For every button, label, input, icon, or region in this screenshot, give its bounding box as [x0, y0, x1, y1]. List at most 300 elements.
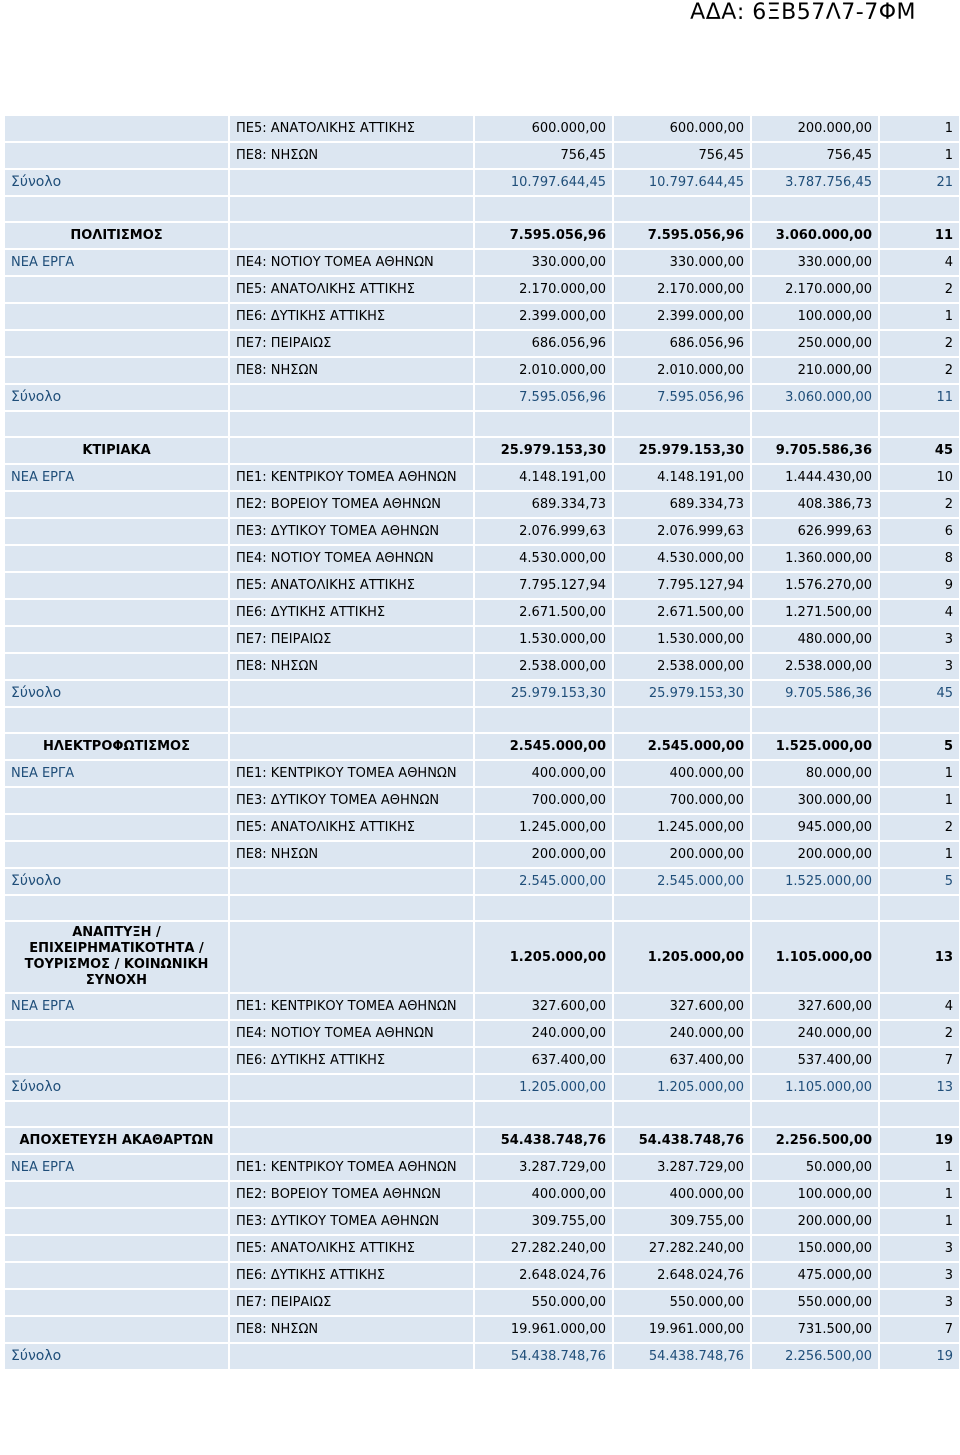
region [229, 921, 474, 993]
amount-allocated: 480.000,00 [751, 626, 879, 653]
table-row [4, 357, 960, 384]
project-count: 9 [879, 572, 960, 599]
total-label: Σύνολο [4, 868, 229, 895]
amount-allocated: 300.000,00 [751, 787, 879, 814]
region: ΠΕ8: ΝΗΣΩΝ [229, 841, 474, 868]
work-type [4, 599, 229, 626]
spacer-cell [879, 1101, 960, 1127]
spacer-cell [4, 196, 229, 222]
region: ΠΕ7: ΠΕΙΡΑΙΩΣ [229, 1289, 474, 1316]
work-type [4, 653, 229, 680]
region: ΠΕ4: ΝΟΤΙΟΥ ΤΟΜΕΑ ΑΘΗΝΩΝ [229, 545, 474, 572]
region: ΠΕ6: ΔΥΤΙΚΗΣ ΑΤΤΙΚΗΣ [229, 303, 474, 330]
amount-approved: 2.545.000,00 [613, 733, 751, 760]
region [229, 733, 474, 760]
work-type [4, 1262, 229, 1289]
spacer-cell [751, 707, 879, 733]
project-count: 45 [879, 437, 960, 464]
table-row [4, 464, 960, 491]
amount-budget: 1.245.000,00 [474, 814, 613, 841]
amount-budget: 2.399.000,00 [474, 303, 613, 330]
spacer-row [4, 1101, 960, 1127]
category-row [4, 222, 960, 249]
amount-approved: 4.530.000,00 [613, 545, 751, 572]
region: ΠΕ1: ΚΕΝΤΡΙΚΟΥ ΤΟΜΕΑ ΑΘΗΝΩΝ [229, 1154, 474, 1181]
amount-budget: 686.056,96 [474, 330, 613, 357]
region: ΠΕ2: ΒΟΡΕΙΟΥ ΤΟΜΕΑ ΑΘΗΝΩΝ [229, 1181, 474, 1208]
work-type [4, 1181, 229, 1208]
spacer-cell [229, 1101, 474, 1127]
amount-allocated: 80.000,00 [751, 760, 879, 787]
category-row [4, 1127, 960, 1154]
amount-allocated: 1.525.000,00 [751, 733, 879, 760]
total-row [4, 680, 960, 707]
amount-budget: 200.000,00 [474, 841, 613, 868]
region: ΠΕ8: ΝΗΣΩΝ [229, 357, 474, 384]
region [229, 868, 474, 895]
spacer-cell [4, 895, 229, 921]
project-count: 8 [879, 545, 960, 572]
spacer-cell [4, 707, 229, 733]
project-count: 1 [879, 787, 960, 814]
region [229, 222, 474, 249]
table-row [4, 1208, 960, 1235]
table-row [4, 1020, 960, 1047]
spacer-row [4, 707, 960, 733]
amount-allocated: 550.000,00 [751, 1289, 879, 1316]
project-count: 13 [879, 1074, 960, 1101]
table-row [4, 249, 960, 276]
amount-budget: 700.000,00 [474, 787, 613, 814]
spacer-cell [229, 707, 474, 733]
table-row [4, 572, 960, 599]
total-row [4, 384, 960, 411]
region: ΠΕ8: ΝΗΣΩΝ [229, 1316, 474, 1343]
amount-approved: 1.205.000,00 [613, 1074, 751, 1101]
category-row [4, 921, 960, 993]
table-row [4, 115, 960, 142]
amount-budget: 54.438.748,76 [474, 1343, 613, 1370]
spacer-cell [751, 196, 879, 222]
region: ΠΕ1: ΚΕΝΤΡΙΚΟΥ ΤΟΜΕΑ ΑΘΗΝΩΝ [229, 760, 474, 787]
amount-approved: 550.000,00 [613, 1289, 751, 1316]
table-row [4, 1154, 960, 1181]
amount-allocated: 150.000,00 [751, 1235, 879, 1262]
work-type [4, 518, 229, 545]
project-count: 2 [879, 1020, 960, 1047]
amount-allocated: 200.000,00 [751, 1208, 879, 1235]
region: ΠΕ3: ΔΥΤΙΚΟΥ ΤΟΜΕΑ ΑΘΗΝΩΝ [229, 518, 474, 545]
total-row [4, 1343, 960, 1370]
table-row [4, 841, 960, 868]
project-count: 1 [879, 1208, 960, 1235]
amount-approved: 327.600,00 [613, 993, 751, 1020]
amount-allocated: 50.000,00 [751, 1154, 879, 1181]
amount-budget: 637.400,00 [474, 1047, 613, 1074]
total-label: Σύνολο [4, 680, 229, 707]
amount-approved: 2.399.000,00 [613, 303, 751, 330]
amount-allocated: 3.060.000,00 [751, 384, 879, 411]
project-count: 7 [879, 1316, 960, 1343]
region: ΠΕ5: ΑΝΑΤΟΛΙΚΗΣ ΑΤΤΙΚΗΣ [229, 814, 474, 841]
work-type [4, 787, 229, 814]
budget-table [3, 114, 960, 1371]
spacer-cell [751, 895, 879, 921]
work-type [4, 491, 229, 518]
spacer-row [4, 411, 960, 437]
spacer-cell [229, 411, 474, 437]
spacer-cell [474, 895, 613, 921]
amount-budget: 2.076.999,63 [474, 518, 613, 545]
work-type [4, 1020, 229, 1047]
category-row [4, 733, 960, 760]
spacer-cell [4, 411, 229, 437]
spacer-cell [613, 707, 751, 733]
work-type [4, 303, 229, 330]
region [229, 384, 474, 411]
spacer-cell [474, 411, 613, 437]
spacer-cell [879, 895, 960, 921]
amount-allocated: 1.271.500,00 [751, 599, 879, 626]
project-count: 1 [879, 303, 960, 330]
spacer-row [4, 895, 960, 921]
amount-allocated: 200.000,00 [751, 115, 879, 142]
amount-allocated: 2.538.000,00 [751, 653, 879, 680]
project-count: 1 [879, 1154, 960, 1181]
amount-allocated: 327.600,00 [751, 993, 879, 1020]
amount-allocated: 100.000,00 [751, 1181, 879, 1208]
amount-approved: 400.000,00 [613, 1181, 751, 1208]
amount-allocated: 2.170.000,00 [751, 276, 879, 303]
amount-allocated: 1.525.000,00 [751, 868, 879, 895]
amount-budget: 400.000,00 [474, 760, 613, 787]
work-type [4, 841, 229, 868]
project-count: 1 [879, 115, 960, 142]
region: ΠΕ5: ΑΝΑΤΟΛΙΚΗΣ ΑΤΤΙΚΗΣ [229, 572, 474, 599]
project-count: 13 [879, 921, 960, 993]
work-type: ΝΕΑ ΕΡΓΑ [4, 464, 229, 491]
project-count: 1 [879, 142, 960, 169]
work-type [4, 1316, 229, 1343]
amount-budget: 4.148.191,00 [474, 464, 613, 491]
region: ΠΕ3: ΔΥΤΙΚΟΥ ΤΟΜΕΑ ΑΘΗΝΩΝ [229, 1208, 474, 1235]
work-type [4, 330, 229, 357]
table-row [4, 760, 960, 787]
amount-allocated: 3.060.000,00 [751, 222, 879, 249]
total-label: Σύνολο [4, 1074, 229, 1101]
region: ΠΕ4: ΝΟΤΙΟΥ ΤΟΜΕΑ ΑΘΗΝΩΝ [229, 1020, 474, 1047]
project-count: 21 [879, 169, 960, 196]
work-type: ΝΕΑ ΕΡΓΑ [4, 760, 229, 787]
work-type: ΝΕΑ ΕΡΓΑ [4, 249, 229, 276]
amount-approved: 2.076.999,63 [613, 518, 751, 545]
project-count: 6 [879, 518, 960, 545]
table-row [4, 1235, 960, 1262]
amount-allocated: 3.787.756,45 [751, 169, 879, 196]
amount-budget: 2.648.024,76 [474, 1262, 613, 1289]
amount-approved: 2.671.500,00 [613, 599, 751, 626]
region [229, 437, 474, 464]
amount-allocated: 756,45 [751, 142, 879, 169]
amount-budget: 2.538.000,00 [474, 653, 613, 680]
work-type [4, 357, 229, 384]
project-count: 10 [879, 464, 960, 491]
region: ΠΕ6: ΔΥΤΙΚΗΣ ΑΤΤΙΚΗΣ [229, 599, 474, 626]
project-count: 11 [879, 222, 960, 249]
amount-approved: 637.400,00 [613, 1047, 751, 1074]
amount-approved: 2.648.024,76 [613, 1262, 751, 1289]
spacer-cell [879, 707, 960, 733]
amount-approved: 1.205.000,00 [613, 921, 751, 993]
region: ΠΕ7: ΠΕΙΡΑΙΩΣ [229, 330, 474, 357]
region: ΠΕ1: ΚΕΝΤΡΙΚΟΥ ΤΟΜΕΑ ΑΘΗΝΩΝ [229, 464, 474, 491]
amount-budget: 4.530.000,00 [474, 545, 613, 572]
amount-budget: 400.000,00 [474, 1181, 613, 1208]
project-count: 2 [879, 330, 960, 357]
amount-approved: 25.979.153,30 [613, 437, 751, 464]
project-count: 11 [879, 384, 960, 411]
spacer-cell [613, 196, 751, 222]
amount-approved: 54.438.748,76 [613, 1343, 751, 1370]
region: ΠΕ6: ΔΥΤΙΚΗΣ ΑΤΤΙΚΗΣ [229, 1047, 474, 1074]
spacer-row [4, 196, 960, 222]
spacer-cell [613, 895, 751, 921]
category-name: ΑΠΟΧΕΤΕΥΣΗ ΑΚΑΘΑΡΤΩΝ [4, 1127, 229, 1154]
spacer-cell [474, 1101, 613, 1127]
amount-budget: 1.205.000,00 [474, 921, 613, 993]
amount-allocated: 1.105.000,00 [751, 921, 879, 993]
project-count: 45 [879, 680, 960, 707]
amount-approved: 2.545.000,00 [613, 868, 751, 895]
table-row [4, 1316, 960, 1343]
amount-budget: 689.334,73 [474, 491, 613, 518]
region: ΠΕ5: ΑΝΑΤΟΛΙΚΗΣ ΑΤΤΙΚΗΣ [229, 1235, 474, 1262]
project-count: 1 [879, 841, 960, 868]
amount-allocated: 1.360.000,00 [751, 545, 879, 572]
amount-approved: 240.000,00 [613, 1020, 751, 1047]
table-row [4, 330, 960, 357]
total-row [4, 868, 960, 895]
spacer-cell [879, 411, 960, 437]
work-type [4, 814, 229, 841]
amount-allocated: 210.000,00 [751, 357, 879, 384]
work-type [4, 626, 229, 653]
amount-approved: 1.245.000,00 [613, 814, 751, 841]
region: ΠΕ8: ΝΗΣΩΝ [229, 653, 474, 680]
project-count: 2 [879, 276, 960, 303]
spacer-cell [474, 196, 613, 222]
amount-allocated: 2.256.500,00 [751, 1343, 879, 1370]
spacer-cell [751, 1101, 879, 1127]
work-type [4, 276, 229, 303]
work-type: ΝΕΑ ΕΡΓΑ [4, 1154, 229, 1181]
spacer-cell [751, 411, 879, 437]
region: ΠΕ6: ΔΥΤΙΚΗΣ ΑΤΤΙΚΗΣ [229, 1262, 474, 1289]
region: ΠΕ3: ΔΥΤΙΚΟΥ ΤΟΜΕΑ ΑΘΗΝΩΝ [229, 787, 474, 814]
amount-approved: 54.438.748,76 [613, 1127, 751, 1154]
region: ΠΕ7: ΠΕΙΡΑΙΩΣ [229, 626, 474, 653]
amount-approved: 25.979.153,30 [613, 680, 751, 707]
region: ΠΕ5: ΑΝΑΤΟΛΙΚΗΣ ΑΤΤΙΚΗΣ [229, 115, 474, 142]
spacer-cell [229, 196, 474, 222]
amount-budget: 2.545.000,00 [474, 733, 613, 760]
amount-budget: 2.545.000,00 [474, 868, 613, 895]
amount-approved: 686.056,96 [613, 330, 751, 357]
amount-budget: 1.530.000,00 [474, 626, 613, 653]
work-type [4, 115, 229, 142]
amount-allocated: 9.705.586,36 [751, 680, 879, 707]
amount-budget: 600.000,00 [474, 115, 613, 142]
amount-approved: 7.795.127,94 [613, 572, 751, 599]
region: ΠΕ2: ΒΟΡΕΙΟΥ ΤΟΜΕΑ ΑΘΗΝΩΝ [229, 491, 474, 518]
amount-allocated: 240.000,00 [751, 1020, 879, 1047]
project-count: 1 [879, 1181, 960, 1208]
amount-budget: 10.797.644,45 [474, 169, 613, 196]
total-row [4, 169, 960, 196]
category-name: ΠΟΛΙΤΙΣΜΟΣ [4, 222, 229, 249]
table-row [4, 303, 960, 330]
project-count: 7 [879, 1047, 960, 1074]
table-row [4, 814, 960, 841]
ada-code: ΑΔΑ: 6ΞΒ57Λ7-7ΦΜ [690, 0, 916, 25]
amount-approved: 4.148.191,00 [613, 464, 751, 491]
amount-approved: 2.170.000,00 [613, 276, 751, 303]
amount-approved: 1.530.000,00 [613, 626, 751, 653]
amount-budget: 54.438.748,76 [474, 1127, 613, 1154]
project-count: 4 [879, 249, 960, 276]
amount-approved: 19.961.000,00 [613, 1316, 751, 1343]
work-type: ΝΕΑ ΕΡΓΑ [4, 993, 229, 1020]
amount-allocated: 475.000,00 [751, 1262, 879, 1289]
table-row [4, 1262, 960, 1289]
total-row [4, 1074, 960, 1101]
amount-budget: 309.755,00 [474, 1208, 613, 1235]
amount-allocated: 537.400,00 [751, 1047, 879, 1074]
project-count: 1 [879, 760, 960, 787]
amount-budget: 19.961.000,00 [474, 1316, 613, 1343]
region [229, 1343, 474, 1370]
project-count: 3 [879, 626, 960, 653]
amount-budget: 2.671.500,00 [474, 599, 613, 626]
budget-table-body [4, 115, 960, 1370]
amount-approved: 756,45 [613, 142, 751, 169]
amount-budget: 7.795.127,94 [474, 572, 613, 599]
table-row [4, 518, 960, 545]
project-count: 19 [879, 1343, 960, 1370]
spacer-cell [879, 196, 960, 222]
project-count: 3 [879, 1235, 960, 1262]
amount-budget: 2.010.000,00 [474, 357, 613, 384]
table-row [4, 276, 960, 303]
category-name: ΚΤΙΡΙΑΚΑ [4, 437, 229, 464]
work-type [4, 1235, 229, 1262]
amount-budget: 7.595.056,96 [474, 384, 613, 411]
work-type [4, 1047, 229, 1074]
table-row [4, 545, 960, 572]
amount-approved: 600.000,00 [613, 115, 751, 142]
region: ΠΕ8: ΝΗΣΩΝ [229, 142, 474, 169]
table-row [4, 787, 960, 814]
amount-approved: 330.000,00 [613, 249, 751, 276]
amount-budget: 756,45 [474, 142, 613, 169]
amount-allocated: 250.000,00 [751, 330, 879, 357]
amount-allocated: 100.000,00 [751, 303, 879, 330]
amount-approved: 7.595.056,96 [613, 384, 751, 411]
amount-budget: 1.205.000,00 [474, 1074, 613, 1101]
project-count: 4 [879, 599, 960, 626]
amount-approved: 2.010.000,00 [613, 357, 751, 384]
spacer-cell [474, 707, 613, 733]
region: ΠΕ1: ΚΕΝΤΡΙΚΟΥ ΤΟΜΕΑ ΑΘΗΝΩΝ [229, 993, 474, 1020]
work-type [4, 1208, 229, 1235]
project-count: 3 [879, 1289, 960, 1316]
table-row [4, 142, 960, 169]
table-row [4, 626, 960, 653]
project-count: 3 [879, 653, 960, 680]
total-label: Σύνολο [4, 169, 229, 196]
amount-approved: 27.282.240,00 [613, 1235, 751, 1262]
project-count: 2 [879, 491, 960, 518]
amount-budget: 25.979.153,30 [474, 437, 613, 464]
amount-approved: 700.000,00 [613, 787, 751, 814]
amount-allocated: 1.444.430,00 [751, 464, 879, 491]
region [229, 1074, 474, 1101]
amount-allocated: 9.705.586,36 [751, 437, 879, 464]
amount-budget: 25.979.153,30 [474, 680, 613, 707]
region: ΠΕ4: ΝΟΤΙΟΥ ΤΟΜΕΑ ΑΘΗΝΩΝ [229, 249, 474, 276]
amount-budget: 3.287.729,00 [474, 1154, 613, 1181]
spacer-cell [229, 895, 474, 921]
project-count: 4 [879, 993, 960, 1020]
amount-allocated: 945.000,00 [751, 814, 879, 841]
amount-allocated: 731.500,00 [751, 1316, 879, 1343]
spacer-cell [613, 411, 751, 437]
amount-budget: 7.595.056,96 [474, 222, 613, 249]
project-count: 19 [879, 1127, 960, 1154]
total-label: Σύνολο [4, 1343, 229, 1370]
amount-approved: 689.334,73 [613, 491, 751, 518]
work-type [4, 1289, 229, 1316]
table-row [4, 653, 960, 680]
amount-budget: 330.000,00 [474, 249, 613, 276]
work-type [4, 142, 229, 169]
amount-approved: 7.595.056,96 [613, 222, 751, 249]
category-row [4, 437, 960, 464]
table-row [4, 491, 960, 518]
category-name: ΑΝΑΠΤΥΞΗ / ΕΠΙΧΕΙΡΗΜΑΤΙΚΟΤΗΤΑ / ΤΟΥΡΙΣΜΟΣ / ΚΟΙΝΩΝΙΚΗ ΣΥΝΟΧΗ [4, 921, 229, 993]
amount-allocated: 330.000,00 [751, 249, 879, 276]
amount-allocated: 2.256.500,00 [751, 1127, 879, 1154]
project-count: 2 [879, 357, 960, 384]
total-label: Σύνολο [4, 384, 229, 411]
amount-allocated: 1.105.000,00 [751, 1074, 879, 1101]
region [229, 169, 474, 196]
amount-budget: 240.000,00 [474, 1020, 613, 1047]
project-count: 2 [879, 814, 960, 841]
amount-approved: 3.287.729,00 [613, 1154, 751, 1181]
table-row [4, 1047, 960, 1074]
category-name: ΗΛΕΚΤΡΟΦΩΤΙΣΜΟΣ [4, 733, 229, 760]
amount-approved: 309.755,00 [613, 1208, 751, 1235]
amount-budget: 550.000,00 [474, 1289, 613, 1316]
project-count: 5 [879, 733, 960, 760]
region [229, 1127, 474, 1154]
work-type [4, 572, 229, 599]
spacer-cell [4, 1101, 229, 1127]
amount-approved: 400.000,00 [613, 760, 751, 787]
region [229, 680, 474, 707]
amount-allocated: 1.576.270,00 [751, 572, 879, 599]
